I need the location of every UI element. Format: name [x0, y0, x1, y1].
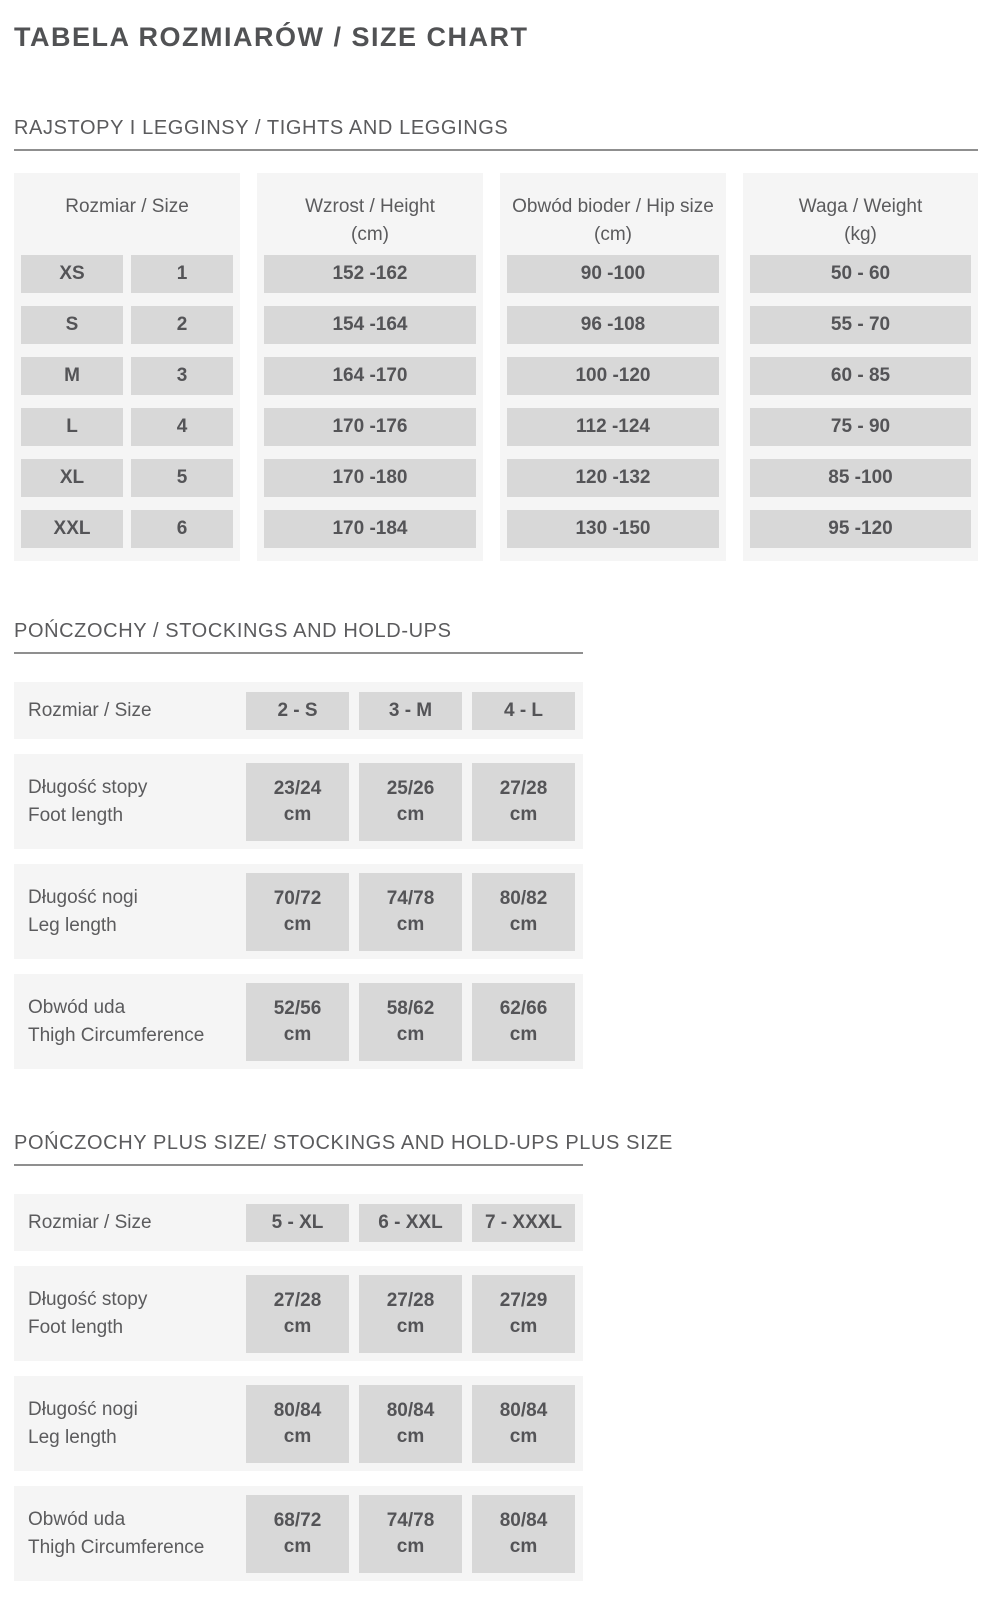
- row-label: Rozmiar / Size: [28, 699, 152, 721]
- height-cell: 152 -162: [264, 255, 476, 293]
- row-cells: [246, 692, 575, 730]
- measure-value: 74/78: [386, 887, 435, 909]
- row-label: Rozmiar / Size: [28, 1211, 152, 1233]
- measure-unit: cm: [396, 913, 425, 935]
- row-label-pl: Obwód uda: [28, 1508, 126, 1530]
- measure-value: 23/24: [273, 777, 322, 799]
- measure-unit: cm: [509, 1535, 538, 1557]
- size-number-cell: 4: [131, 408, 233, 446]
- column-header-height: [264, 193, 476, 255]
- table-row-thigh: [14, 1486, 583, 1581]
- row-label-en: Leg length: [28, 914, 117, 936]
- measure-value: 80/82: [499, 887, 548, 909]
- hip-cell: 112 -124: [507, 408, 719, 446]
- measure-value: 74/78: [386, 1509, 435, 1531]
- measure-cell: [359, 1385, 462, 1463]
- measure-cell: [472, 873, 575, 951]
- table-row-thigh: [14, 974, 583, 1069]
- row-cells: [246, 873, 575, 951]
- column-height: [257, 173, 483, 561]
- table-row-size: [14, 682, 583, 739]
- row-label: [28, 994, 204, 1050]
- measure-cell: [246, 1385, 349, 1463]
- row-label-en: Foot length: [28, 1316, 124, 1338]
- size-letter-cell: XS: [21, 255, 123, 293]
- hip-cell: 130 -150: [507, 510, 719, 548]
- table-row-foot-length: [14, 1266, 583, 1361]
- measure-unit: cm: [396, 1023, 425, 1045]
- column-size: [14, 173, 240, 561]
- section-heading-stockings: POŃCZOCHY / STOCKINGS AND HOLD-UPS: [14, 620, 452, 642]
- size-cell: 2 - S: [246, 692, 349, 730]
- height-cell: 170 -176: [264, 408, 476, 446]
- row-label-en: Foot length: [28, 804, 124, 826]
- height-cell: 164 -170: [264, 357, 476, 395]
- column-header-hip: [507, 193, 719, 255]
- column-header-line2: (kg): [844, 224, 877, 245]
- table-row-foot-length: [14, 754, 583, 849]
- size-letter-cell: XL: [21, 459, 123, 497]
- size-cell: 5 - XL: [246, 1204, 349, 1242]
- measure-cell: [472, 983, 575, 1061]
- measure-unit: cm: [283, 1425, 312, 1447]
- column-header-line1: Wzrost / Height: [305, 196, 435, 217]
- size-cell: 4 - L: [472, 692, 575, 730]
- measure-cell: [472, 1275, 575, 1353]
- measure-value: 68/72: [273, 1509, 322, 1531]
- size-cell: 3 - M: [359, 692, 462, 730]
- measure-unit: cm: [509, 803, 538, 825]
- measure-value: 25/26: [386, 777, 435, 799]
- section-stockings-plus: [14, 1132, 980, 1581]
- measure-value: 80/84: [386, 1399, 435, 1421]
- measure-cell: [359, 873, 462, 951]
- measure-value: 80/84: [273, 1399, 322, 1421]
- row-label-pl: Długość nogi: [28, 1398, 138, 1420]
- row-label-pl: Długość stopy: [28, 776, 148, 798]
- row-label-en: Thigh Circumference: [28, 1536, 205, 1558]
- size-number-cell: 1: [131, 255, 233, 293]
- section-divider: [14, 1164, 583, 1166]
- row-label: [28, 1396, 138, 1452]
- row-label-pl: Obwód uda: [28, 996, 126, 1018]
- measure-value: 58/62: [386, 997, 435, 1019]
- table-row-leg-length: [14, 1376, 583, 1471]
- measure-cell: [472, 763, 575, 841]
- measure-value: 80/84: [499, 1509, 548, 1531]
- table-row-leg-length: [14, 864, 583, 959]
- measure-cell: [359, 1275, 462, 1353]
- column-header-size: [21, 193, 233, 255]
- column-header-line2: (cm): [351, 224, 389, 245]
- measure-value: 27/28: [499, 777, 548, 799]
- column-header-line1: Waga / Weight: [798, 196, 923, 217]
- column-hip: [500, 173, 726, 561]
- row-label: [28, 774, 147, 830]
- weight-cell: 75 - 90: [750, 408, 971, 446]
- size-letter-cell: S: [21, 306, 123, 344]
- size-cell: 7 - XXXL: [472, 1204, 575, 1242]
- size-letter-cell: XXL: [21, 510, 123, 548]
- height-cell: 154 -164: [264, 306, 476, 344]
- measure-unit: cm: [283, 913, 312, 935]
- section-heading-stockings-plus: POŃCZOCHY PLUS SIZE/ STOCKINGS AND HOLD-UPS PLUS SIZE: [14, 1132, 673, 1154]
- row-label: [28, 1506, 204, 1562]
- measure-unit: cm: [283, 1023, 312, 1045]
- hip-cell: 90 -100: [507, 255, 719, 293]
- measure-value: 27/28: [386, 1289, 435, 1311]
- hip-cell: 96 -108: [507, 306, 719, 344]
- column-weight: [743, 173, 978, 561]
- weight-cell: 55 - 70: [750, 306, 971, 344]
- weight-cell: 60 - 85: [750, 357, 971, 395]
- measure-cell: [359, 763, 462, 841]
- row-cells: [246, 1204, 575, 1242]
- row-label-pl: Długość stopy: [28, 1288, 148, 1310]
- size-number-cell: 5: [131, 459, 233, 497]
- measure-unit: cm: [283, 1315, 312, 1337]
- measure-cell: [472, 1495, 575, 1573]
- height-cells: [264, 255, 476, 548]
- measure-value: 27/28: [273, 1289, 322, 1311]
- section-heading-tights: RAJSTOPY I LEGGINSY / TIGHTS AND LEGGINGS: [14, 117, 509, 139]
- section-stockings: [14, 620, 980, 1069]
- row-label-en: Leg length: [28, 1426, 117, 1448]
- measure-cell: [246, 873, 349, 951]
- size-cells: [21, 255, 233, 548]
- column-header-line1: Rozmiar / Size: [65, 196, 189, 217]
- measure-unit: cm: [509, 1425, 538, 1447]
- measure-unit: cm: [396, 1315, 425, 1337]
- hip-cell: 120 -132: [507, 459, 719, 497]
- measure-unit: cm: [283, 1535, 312, 1557]
- measure-value: 80/84: [499, 1399, 548, 1421]
- measure-unit: cm: [509, 1023, 538, 1045]
- column-header-line2: (cm): [594, 224, 632, 245]
- weight-cells: [750, 255, 971, 548]
- measure-value: 62/66: [499, 997, 548, 1019]
- row-label: [28, 884, 138, 940]
- table-row-size: [14, 1194, 583, 1251]
- row-cells: [246, 1275, 575, 1353]
- measure-cell: [472, 1385, 575, 1463]
- measure-unit: cm: [283, 803, 312, 825]
- size-number-cell: 3: [131, 357, 233, 395]
- measure-value: 27/29: [499, 1289, 548, 1311]
- measure-unit: cm: [509, 1315, 538, 1337]
- measure-unit: cm: [396, 803, 425, 825]
- weight-cell: 50 - 60: [750, 255, 971, 293]
- page-title: TABELA ROZMIARÓW / SIZE CHART: [14, 22, 529, 52]
- height-cell: 170 -184: [264, 510, 476, 548]
- measure-cell: [246, 983, 349, 1061]
- hip-cell: 100 -120: [507, 357, 719, 395]
- row-cells: [246, 1385, 575, 1463]
- measure-unit: cm: [396, 1425, 425, 1447]
- measure-unit: cm: [509, 913, 538, 935]
- row-cells: [246, 983, 575, 1061]
- row-label: [28, 1286, 147, 1342]
- column-header-weight: [750, 193, 971, 255]
- height-cell: 170 -180: [264, 459, 476, 497]
- tights-table: [14, 173, 980, 561]
- weight-cell: 85 -100: [750, 459, 971, 497]
- section-divider: [14, 149, 978, 151]
- measure-cell: [246, 763, 349, 841]
- measure-cell: [359, 1495, 462, 1573]
- hip-cells: [507, 255, 719, 548]
- section-tights: [14, 117, 980, 561]
- measure-cell: [359, 983, 462, 1061]
- measure-cell: [246, 1495, 349, 1573]
- measure-value: 70/72: [273, 887, 322, 909]
- measure-unit: cm: [396, 1535, 425, 1557]
- size-number-cell: 2: [131, 306, 233, 344]
- measure-value: 52/56: [273, 997, 322, 1019]
- row-cells: [246, 1495, 575, 1573]
- row-cells: [246, 763, 575, 841]
- size-letter-cell: L: [21, 408, 123, 446]
- column-header-line1: Obwód bioder / Hip size: [512, 196, 714, 217]
- size-cell: 6 - XXL: [359, 1204, 462, 1242]
- section-divider: [14, 652, 583, 654]
- row-label-pl: Długość nogi: [28, 886, 138, 908]
- row-label-en: Thigh Circumference: [28, 1024, 205, 1046]
- size-letter-cell: M: [21, 357, 123, 395]
- measure-cell: [246, 1275, 349, 1353]
- size-number-cell: 6: [131, 510, 233, 548]
- weight-cell: 95 -120: [750, 510, 971, 548]
